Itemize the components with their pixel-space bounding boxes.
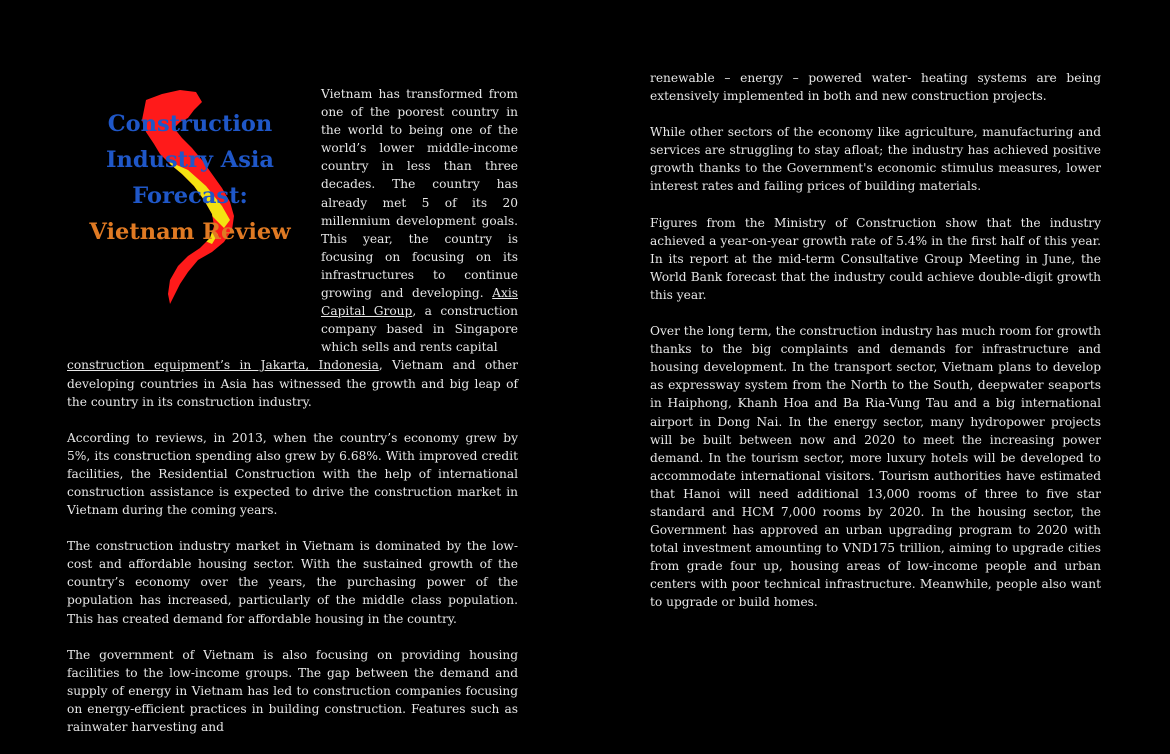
lead-paragraph-tail [67,356,518,410]
right-paragraph-4: Over the long term, the construction industry has much room for growth thanks to the big complaints and demands for infrastructure and housing development. In the transport sector, Vietnam plans to develop as expressway system from the North to the South, deepwater seaports in Haiphong, Khanh Hoa and Ba Ria-Vung Tau and a big international airport in Dong Nai. In the energy sector, many hydropower projects will be built between now and 2020 to meet the increasing power demand. In the tourism sector, more luxury hotels will be developed to accommodate international visitors. Tourism authorities have estimated that Hanoi will need additional 13,000 rooms of three to five star standard and HCM 7,000 rooms by 2020. In the housing sector, the Government has approved an urban upgrading program to 2020 with total investment amounting to VND175 trillion, aiming to upgrade cities from grade four up, housing areas of low-income people and urban centers with poor technical infrastructure. Meanwhile, people also want to upgrade or build homes. [650,324,1101,610]
right-paragraph-1: renewable – energy – powered water- heating systems are being extensively implemented in both and new construction projects. [650,71,1101,104]
lead-text-body: Vietnam has transformed from one of the poorest country in the world to being one of the world’s lower middle-income country in less than three decades. The country has already met 5 of its 20 millennium development goals. This year, the country is focusing on focusing on its infrastructures to continue growing and developing. [321,87,518,301]
logo-title-line4: Vietnam Review [89,219,291,245]
right-column [650,69,1101,630]
lead-text-end: , Vietnam and other developing countries in Asia has witnessed the growth and big leap of the country in its construction industry. [67,358,518,409]
logo-title-line3: Forecast: [132,183,248,209]
paragraph-2: According to reviews, in 2013, when the country’s economy grew by 5%, its construction spending also grew by 6.68%. With improved credit facilities, the Residential Construction with the help of international construction assistance is expected to drive the construction market in Vietnam during the coming years. [67,430,518,518]
axis-capital-link[interactable]: Axis Capital Group [321,286,518,319]
equipment-link[interactable]: construction equipment’s in Jakarta, Indonesia [67,358,379,373]
right-paragraph-2: While other sectors of the economy like agriculture, manufacturing and services are struggling to stay afloat; the industry has achieved positive growth thanks to the Government's economic stimulus measures, lower interest rates and failing prices of building materials. [650,125,1101,194]
paragraph-3: The construction industry market in Vietnam is dominated by the low-cost and affordable housing sector. With the sustained growth of the country’s economy over the years, the purchasing power of the population has increased, particularly of the middle class population. This has created demand for affordable housing in the country. [67,539,518,626]
paragraph-4: The government of Vietnam is also focusing on providing housing facilities to the low-income groups. The gap between the demand and supply of energy in Vietnam has led to construction companies focusing on energy-efficient practices in building construction. Features such as rainwater harvesting and [67,647,518,734]
logo-title-line2: Industry Asia [105,147,275,173]
lead-text-cont: , a construction company based in Singapore which sells and rents capital [321,304,518,355]
logo-title-line1: Construction [107,111,273,137]
right-paragraph-3: Figures from the Ministry of Construction show that the industry achieved a year-on-year growth rate of 5.4% in the first half of this year. In its report at the mid-term Consultative Group Meeting in June, the World Bank forecast that the industry could achieve double-digit growth this year. [650,215,1101,302]
lead-text [321,85,518,356]
lead-paragraph [67,85,518,356]
left-column [67,85,518,754]
